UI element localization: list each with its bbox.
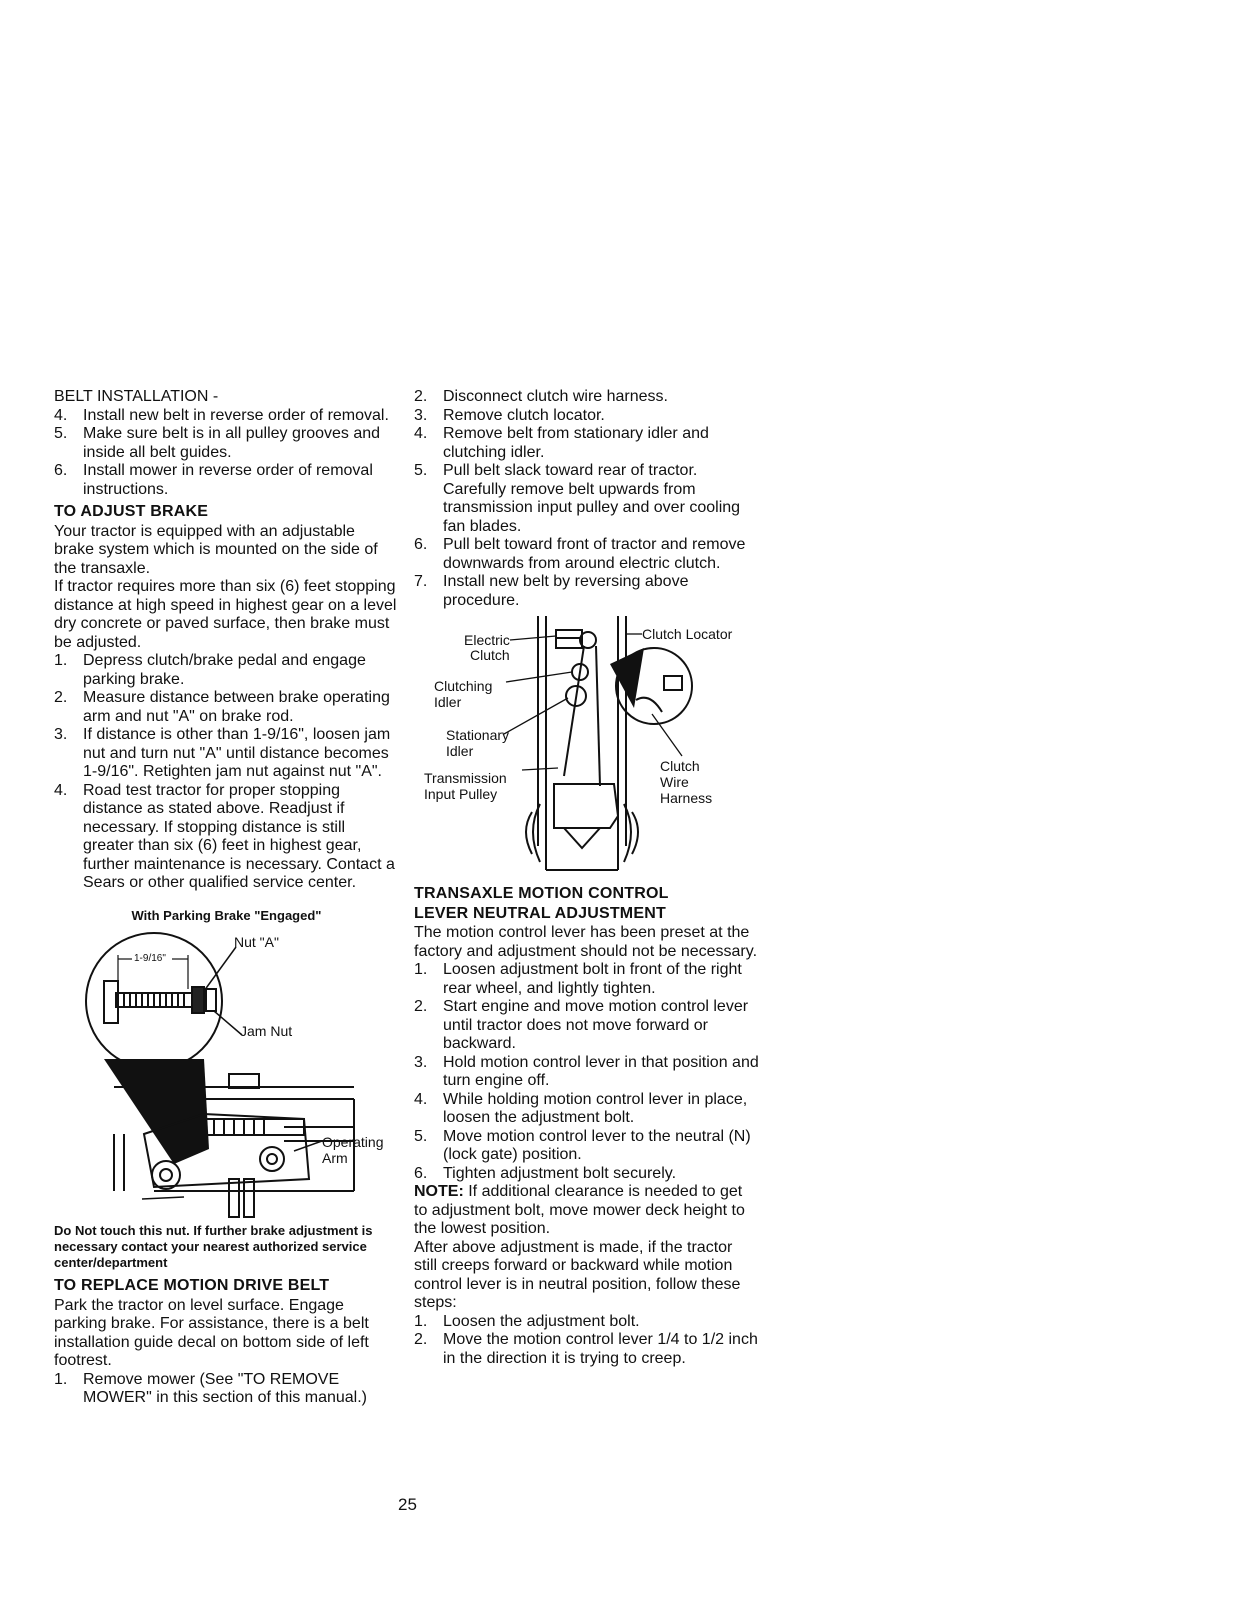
right-column — [414, 388, 759, 1368]
brake-intro-2: If tractor requires more than six (6) feet stopping distance at high speed in highest gear on a level dry concrete or paved surface, then brake must be adjusted. — [54, 578, 397, 651]
list-item: 2. Move the motion control lever 1/4 to 1/2 inch in the direction it is trying to creep. — [414, 1331, 758, 1367]
list-item: 3. Hold motion control lever in that position and turn engine off. — [414, 1053, 759, 1089]
clutch-wire-label-1: Clutch — [660, 758, 700, 774]
note-label: NOTE: — [414, 1183, 464, 1200]
replace-belt-steps-left — [54, 1371, 399, 1408]
replace-belt-title: TO REPLACE MOTION DRIVE BELT — [54, 1277, 330, 1294]
idler-label-1: Idler — [434, 694, 462, 710]
idler-label-2: Idler — [446, 743, 474, 759]
dimension-label: 1-9/16" — [134, 953, 166, 964]
clutch-wire-label-2: Wire — [660, 774, 689, 790]
replace-belt-steps-right — [414, 388, 759, 610]
electric-label: Electric — [464, 632, 510, 648]
list-item: 4. Install new belt in reverse order of removal. — [54, 406, 389, 424]
list-item: 5. Make sure belt is in all pulley grooves and inside all belt guides. — [54, 425, 381, 461]
list-item: 2. Disconnect clutch wire harness. — [414, 388, 668, 405]
page-number: 25 — [398, 1495, 417, 1514]
stationary-label: Stationary — [446, 727, 510, 743]
note-paragraph — [414, 1183, 759, 1239]
jam-nut-label: Jam Nut — [240, 1023, 293, 1039]
list-item: 1. Remove mower (See "TO REMOVE MOWER" in this section of this manual.) — [54, 1370, 367, 1406]
list-item: 2. Start engine and move motion control lever until tractor does not move forward or backward. — [414, 998, 749, 1052]
transaxle-title-1: TRANSAXLE MOTION CONTROL — [414, 885, 669, 902]
belt-installation-heading: BELT INSTALLATION - — [54, 388, 219, 405]
list-item: 1. Depress clutch/brake pedal and engage parking brake. — [54, 652, 366, 688]
list-item: 5. Move motion control lever to the neutral (N) (lock gate) position. — [414, 1127, 751, 1163]
list-item: 6. Install mower in reverse order of removal instructions. — [54, 462, 373, 498]
list-item: 4. Remove belt from stationary idler and clutching idler. — [414, 425, 709, 461]
list-item: 2. Measure distance between brake operating arm and nut "A" on brake rod. — [54, 689, 390, 725]
belt-installation-steps — [54, 407, 399, 500]
belt-figure — [414, 616, 759, 880]
note-text: If additional clearance is needed to get to adjustment bolt, move mower deck height to the lowest position. — [414, 1183, 745, 1237]
transaxle-steps — [414, 961, 759, 1183]
list-item: 3. If distance is other than 1-9/16", loosen jam nut and turn nut "A" until distance becomes 1-9/16". Retighten jam nut against nut "A". — [54, 726, 391, 780]
brake-intro-1: Your tractor is equipped with an adjustable brake system which is mounted on the side of the transaxle. — [54, 522, 378, 577]
after-adjustment-text: After above adjustment is made, if the tractor still creeps forward or backward while motion control lever is in neutral position, follow these steps: — [414, 1238, 741, 1311]
arm-label: Arm — [322, 1150, 348, 1166]
brake-steps — [54, 652, 399, 893]
clutch-locator-label: Clutch Locator — [642, 626, 733, 642]
transaxle-intro: The motion control lever has been preset at the factory and adjustment should not be necessary. — [414, 924, 758, 960]
brake-diagram — [54, 929, 399, 1227]
figure-caption: With Parking Brake "Engaged" — [131, 907, 322, 923]
figure-note: Do Not touch this nut. If further brake adjustment is necessary contact your nearest authorized service center/department — [54, 1223, 373, 1270]
list-item: 7. Install new belt by reversing above procedure. — [414, 573, 689, 609]
replace-belt-intro: Park the tractor on level surface. Engage parking brake. For assistance, there is a belt installation guide decal on bottom side of left footrest. — [54, 1296, 369, 1369]
list-item: 5. Pull belt slack toward rear of tractor. Carefully remove belt upwards from transmission input pulley and over cooling fan blades. — [414, 462, 741, 535]
adjust-brake-title: TO ADJUST BRAKE — [54, 503, 209, 520]
nut-a-label: Nut "A" — [234, 934, 279, 950]
clutching-label: Clutching — [434, 678, 493, 694]
left-column — [54, 388, 399, 1408]
final-steps — [414, 1313, 759, 1369]
brake-figure — [54, 929, 399, 1227]
input-pulley-label: Input Pulley — [424, 786, 498, 802]
transaxle-title-2: LEVER NEUTRAL ADJUSTMENT — [414, 905, 666, 922]
operating-label: Operating — [322, 1134, 384, 1150]
clutch-wire-label-3: Harness — [660, 790, 713, 806]
list-item: 4. Road test tractor for proper stopping distance as stated above. Readjust if necessary. If stopping distance is still greater than six (6) feet in highest gear, further maintenance is necessary. Contact a Sears or other qualified service center. — [54, 781, 395, 891]
list-item: 6. Pull belt toward front of tractor and remove downwards from around electric clutch. — [414, 536, 746, 572]
list-item: 1. Loosen the adjustment bolt. — [414, 1312, 640, 1330]
list-item: 6. Tighten adjustment bolt securely. — [414, 1164, 677, 1182]
list-item: 3. Remove clutch locator. — [414, 406, 605, 424]
transmission-label: Transmission — [424, 770, 507, 786]
list-item: 4. While holding motion control lever in place, loosen the adjustment bolt. — [414, 1090, 748, 1126]
list-item: 1. Loosen adjustment bolt in front of the right rear wheel, and lightly tighten. — [414, 961, 742, 997]
clutch-label: Clutch — [470, 647, 510, 663]
